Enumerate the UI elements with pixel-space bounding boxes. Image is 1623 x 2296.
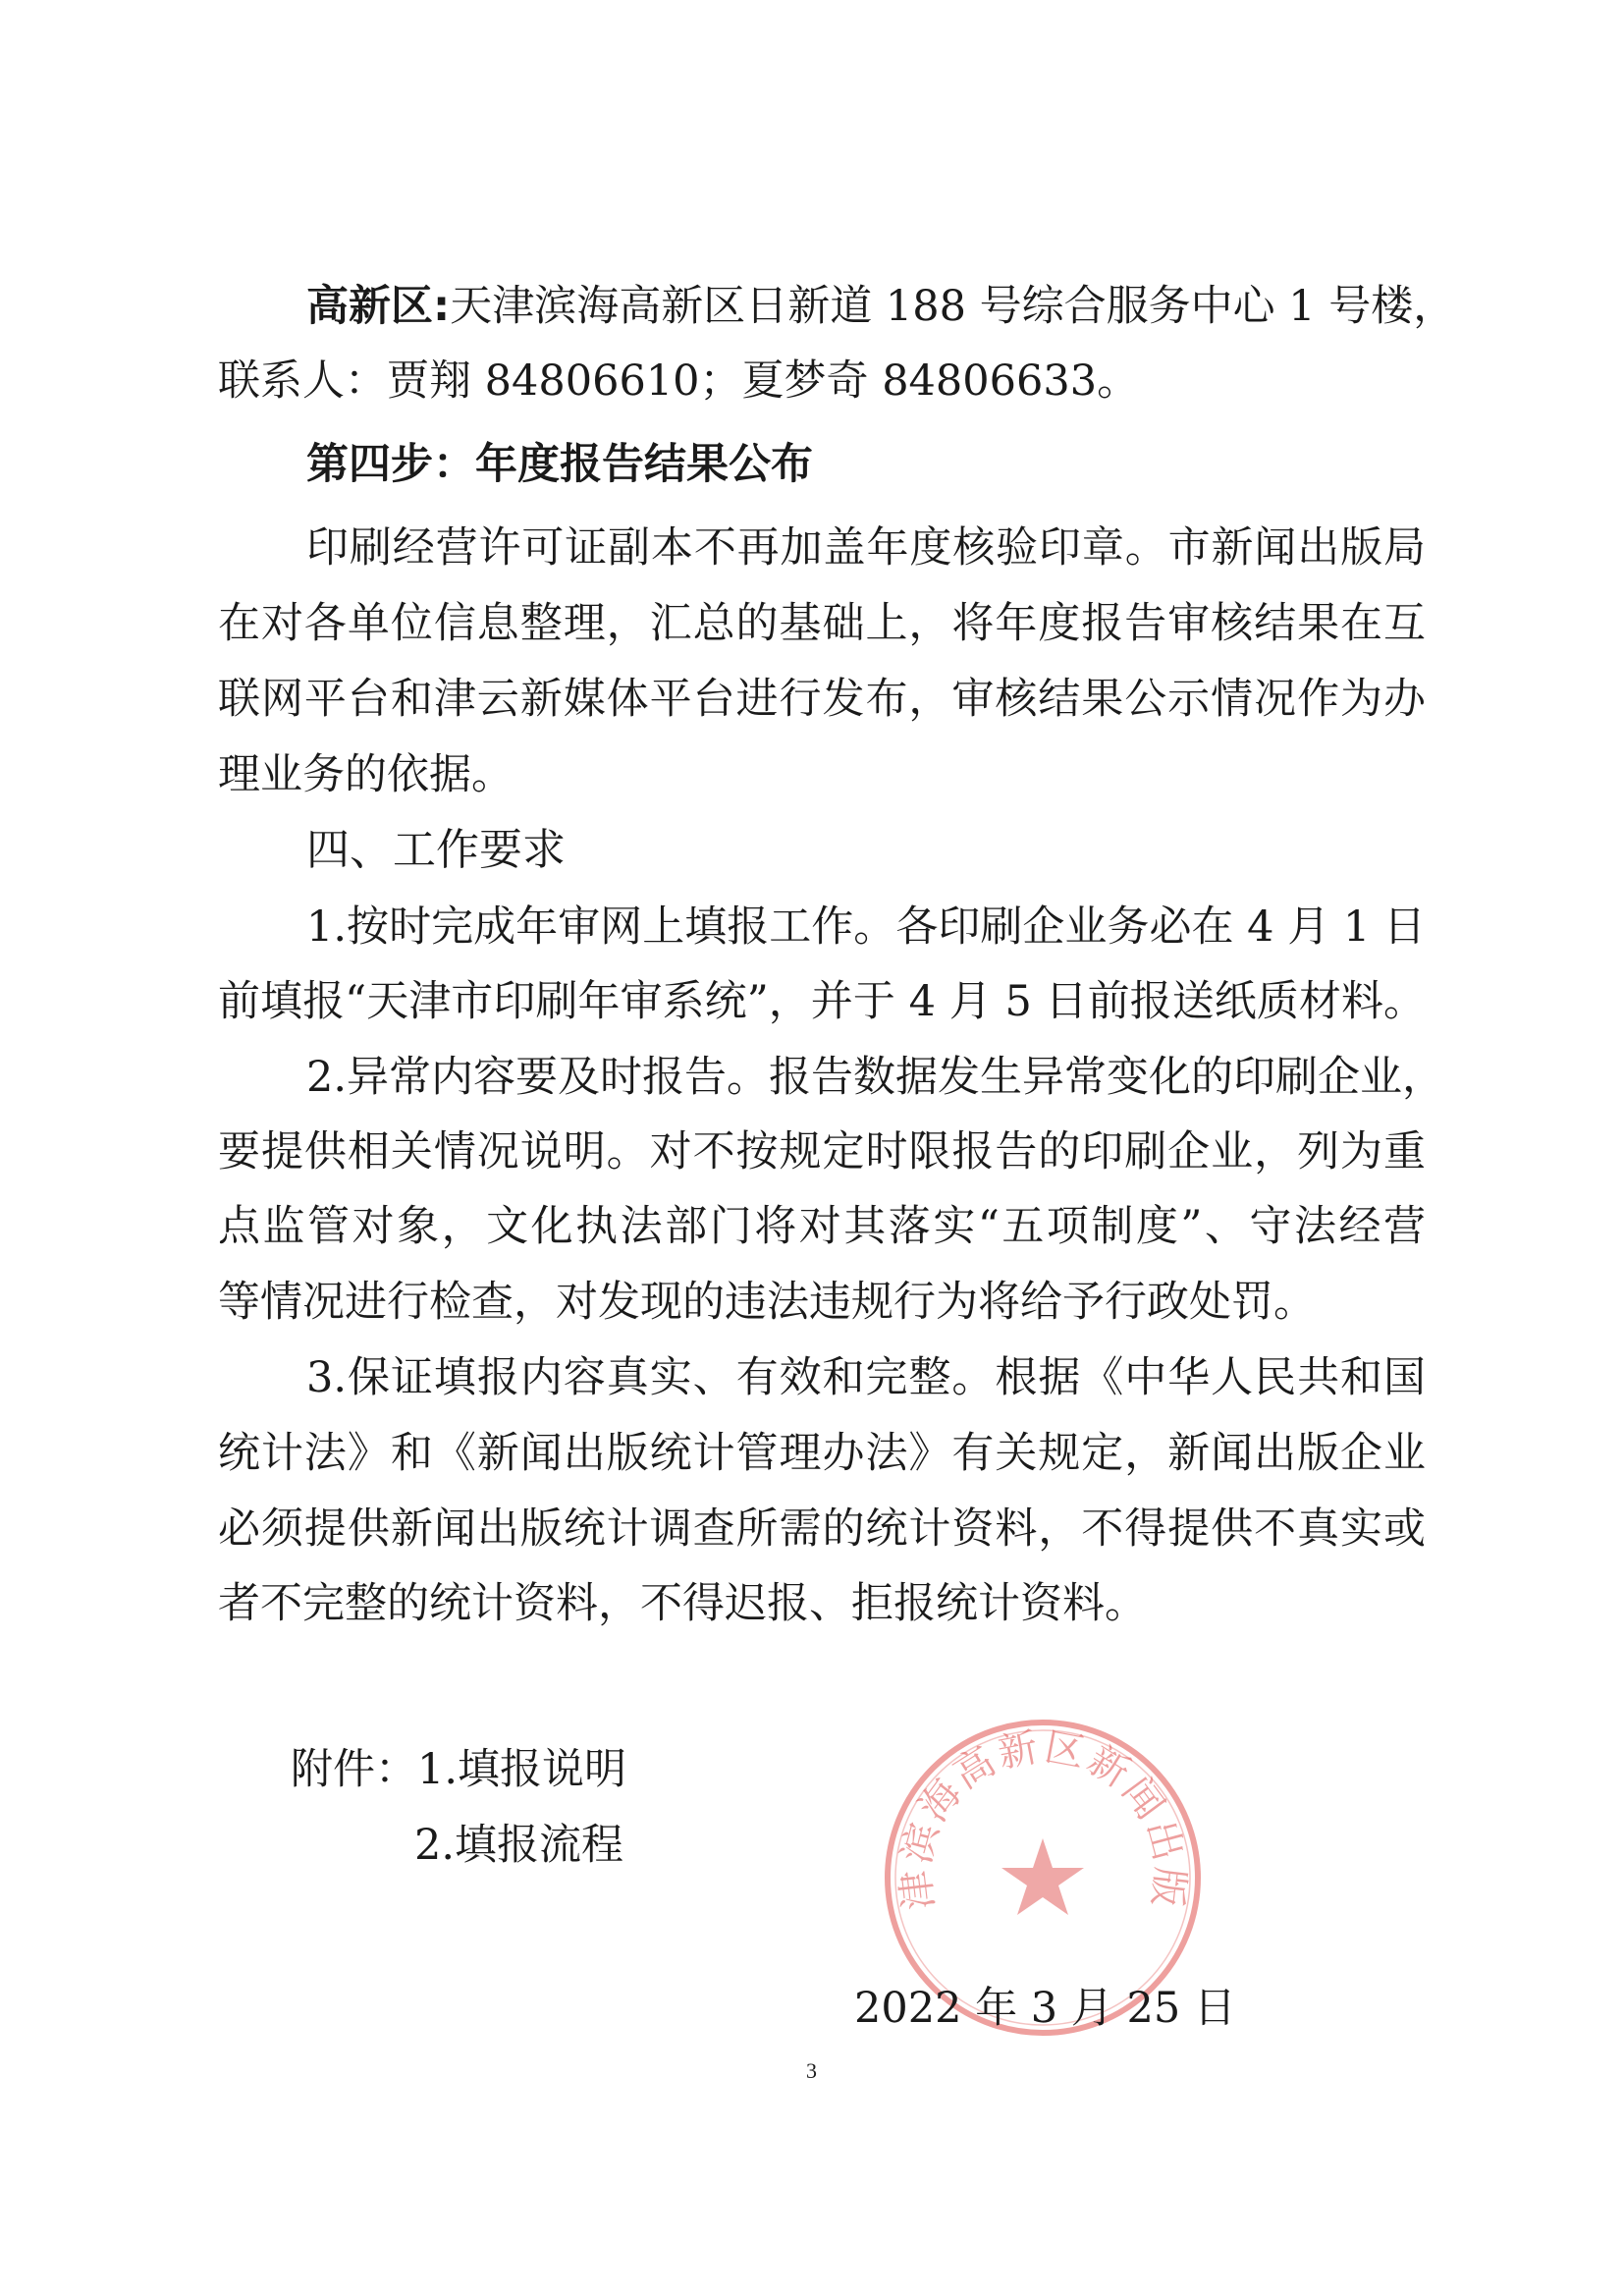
attachment-2: 2.填报流程	[414, 1821, 624, 1870]
contact-line: 联系人：贾翔 84806610；夏梦奇 84806633。	[218, 356, 1140, 406]
para2-line-2: 在对各单位信息整理，汇总的基础上，将年度报告审核结果在互	[218, 599, 1426, 648]
para2-line-4: 理业务的依据。	[218, 750, 514, 799]
step4-title: 第四步：年度报告结果公布	[306, 440, 813, 489]
district-label: 高新区:	[306, 282, 451, 331]
req2-line-4: 等情况进行检查，对发现的违法违规行为将给予行政处罚。	[218, 1278, 1316, 1327]
section4-title: 四、工作要求	[306, 825, 566, 875]
page-number: 3	[806, 2058, 817, 2083]
req2-line-3: 点监管对象，文化执法部门将对其落实“五项制度”、守法经营	[218, 1202, 1426, 1251]
seal-star-icon	[1001, 1838, 1084, 1915]
address-text: 天津滨海高新区日新道 188 号综合服务中心 1 号楼，	[450, 282, 1456, 331]
req2-line-1: 2.异常内容要及时报告。报告数据发生异常变化的印刷企业，	[306, 1053, 1445, 1102]
para2-line-3: 联网平台和津云新媒体平台进行发布，审核结果公示情况作为办	[218, 675, 1426, 724]
req3-line-2: 统计法》和《新闻出版统计管理办法》有关规定，新闻出版企业	[218, 1429, 1426, 1478]
req1-line-2: 前填报“天津市印刷年审系统”，并于 4 月 5 日前报送纸质材料。	[218, 977, 1426, 1026]
req3-line-1: 3.保证填报内容真实、有效和完整。根据《中华人民共和国	[306, 1353, 1426, 1402]
seal-text: 津滨海高新区新闻出版	[893, 1724, 1193, 1912]
attachment-1: 1.填报说明	[417, 1745, 627, 1794]
document-date: 2022 年 3 月 25 日	[854, 1984, 1236, 2033]
req3-line-4: 者不完整的统计资料，不得迟报、拒报统计资料。	[218, 1579, 1147, 1628]
req2-line-2: 要提供相关情况说明。对不按规定时限报告的印刷企业，列为重	[218, 1127, 1426, 1176]
req3-line-3: 必须提供新闻出版统计调查所需的统计资料，不得提供不真实或	[218, 1504, 1426, 1554]
address-line-1	[0, 277, 1456, 336]
req1-line-1: 1.按时完成年审网上填报工作。各印刷企业务必在 4 月 1 日	[306, 902, 1426, 952]
attachments-label: 附件：	[291, 1745, 417, 1794]
para2-line-1: 印刷经营许可证副本不再加盖年度核验印章。市新闻出版局	[306, 523, 1426, 573]
